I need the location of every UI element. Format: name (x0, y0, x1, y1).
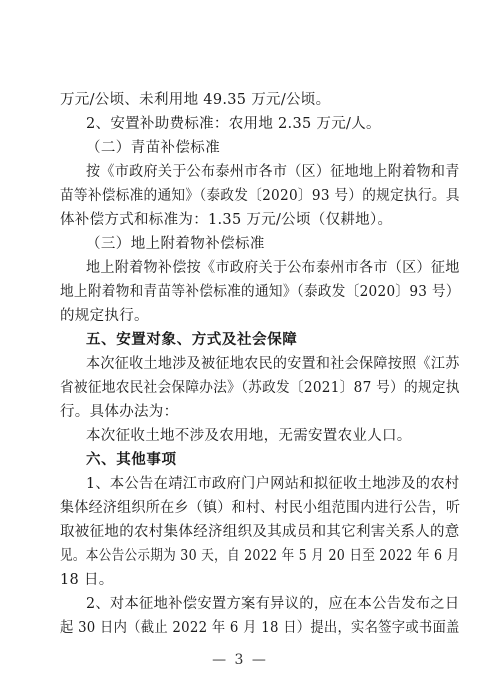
text-line: 取被征地的农村集体经济组织及其成员和其它利害关系人的意 (60, 524, 460, 540)
text-line: 本次征收土地不涉及农用地，无需安置农业人口。 (86, 428, 412, 444)
text-line: 体补偿方式和标准为：1.35 万元/公顷（仅耕地）。 (60, 212, 393, 228)
text-line: 2、对本征地补偿安置方案有异议的，应在本公告发布之日 (86, 596, 460, 612)
section-heading-other-matters: 六、其他事项 (86, 452, 177, 468)
text-line: 行。具体办法为： (60, 404, 179, 420)
text-line: 的规定执行。 (60, 308, 149, 324)
text-line: 起 30 日内（截止 2022 年 6 月 18 日）提出，实名签字或书面盖 (60, 620, 460, 636)
text-line: 地上附着物和青苗等补偿标准的通知》（泰政发〔2020〕93 号） (60, 284, 460, 300)
text-line: 集体经济组织所在乡（镇）和村、村民小组范围内进行公告，听 (60, 500, 461, 516)
text-line: 18 日。 (60, 572, 114, 588)
subheading-attachments: （三）地上附着物补偿标准 (86, 236, 265, 252)
text-line: 万元/公顷、未利用地 49.35 万元/公顷。 (60, 92, 331, 108)
subheading-young-crops: （二）青苗补偿标准 (86, 140, 221, 156)
text-line: 省被征地农民社会保障办法》（苏政发〔2021〕87 号）的规定执 (60, 380, 460, 396)
text-line: 见。本公告公示期为 30 天，自 2022 年 5 月 20 日至 2022 年 6 月 (60, 548, 460, 564)
text-line: 本次征收土地涉及被征地农民的安置和社会保障按照《江苏 (86, 356, 460, 372)
text-line: 1、本公告在靖江市政府门户网站和拟征收土地涉及的农村 (86, 476, 460, 492)
text-line: 地上附着物补偿按《市政府关于公布泰州市各市（区）征地 (86, 260, 460, 276)
section-heading-resettlement: 五、安置对象、方式及社会保障 (86, 332, 298, 348)
text-line: 按《市政府关于公布泰州市各市（区）征地地上附着物和青 (86, 164, 460, 180)
text-line: 苗等补偿标准的通知》（泰政发〔2020〕93 号）的规定执行。具 (60, 188, 460, 204)
text-line: 2、安置补助费标准：农用地 2.35 万元/人。 (86, 116, 381, 132)
page-number: — 3 — (212, 652, 268, 668)
